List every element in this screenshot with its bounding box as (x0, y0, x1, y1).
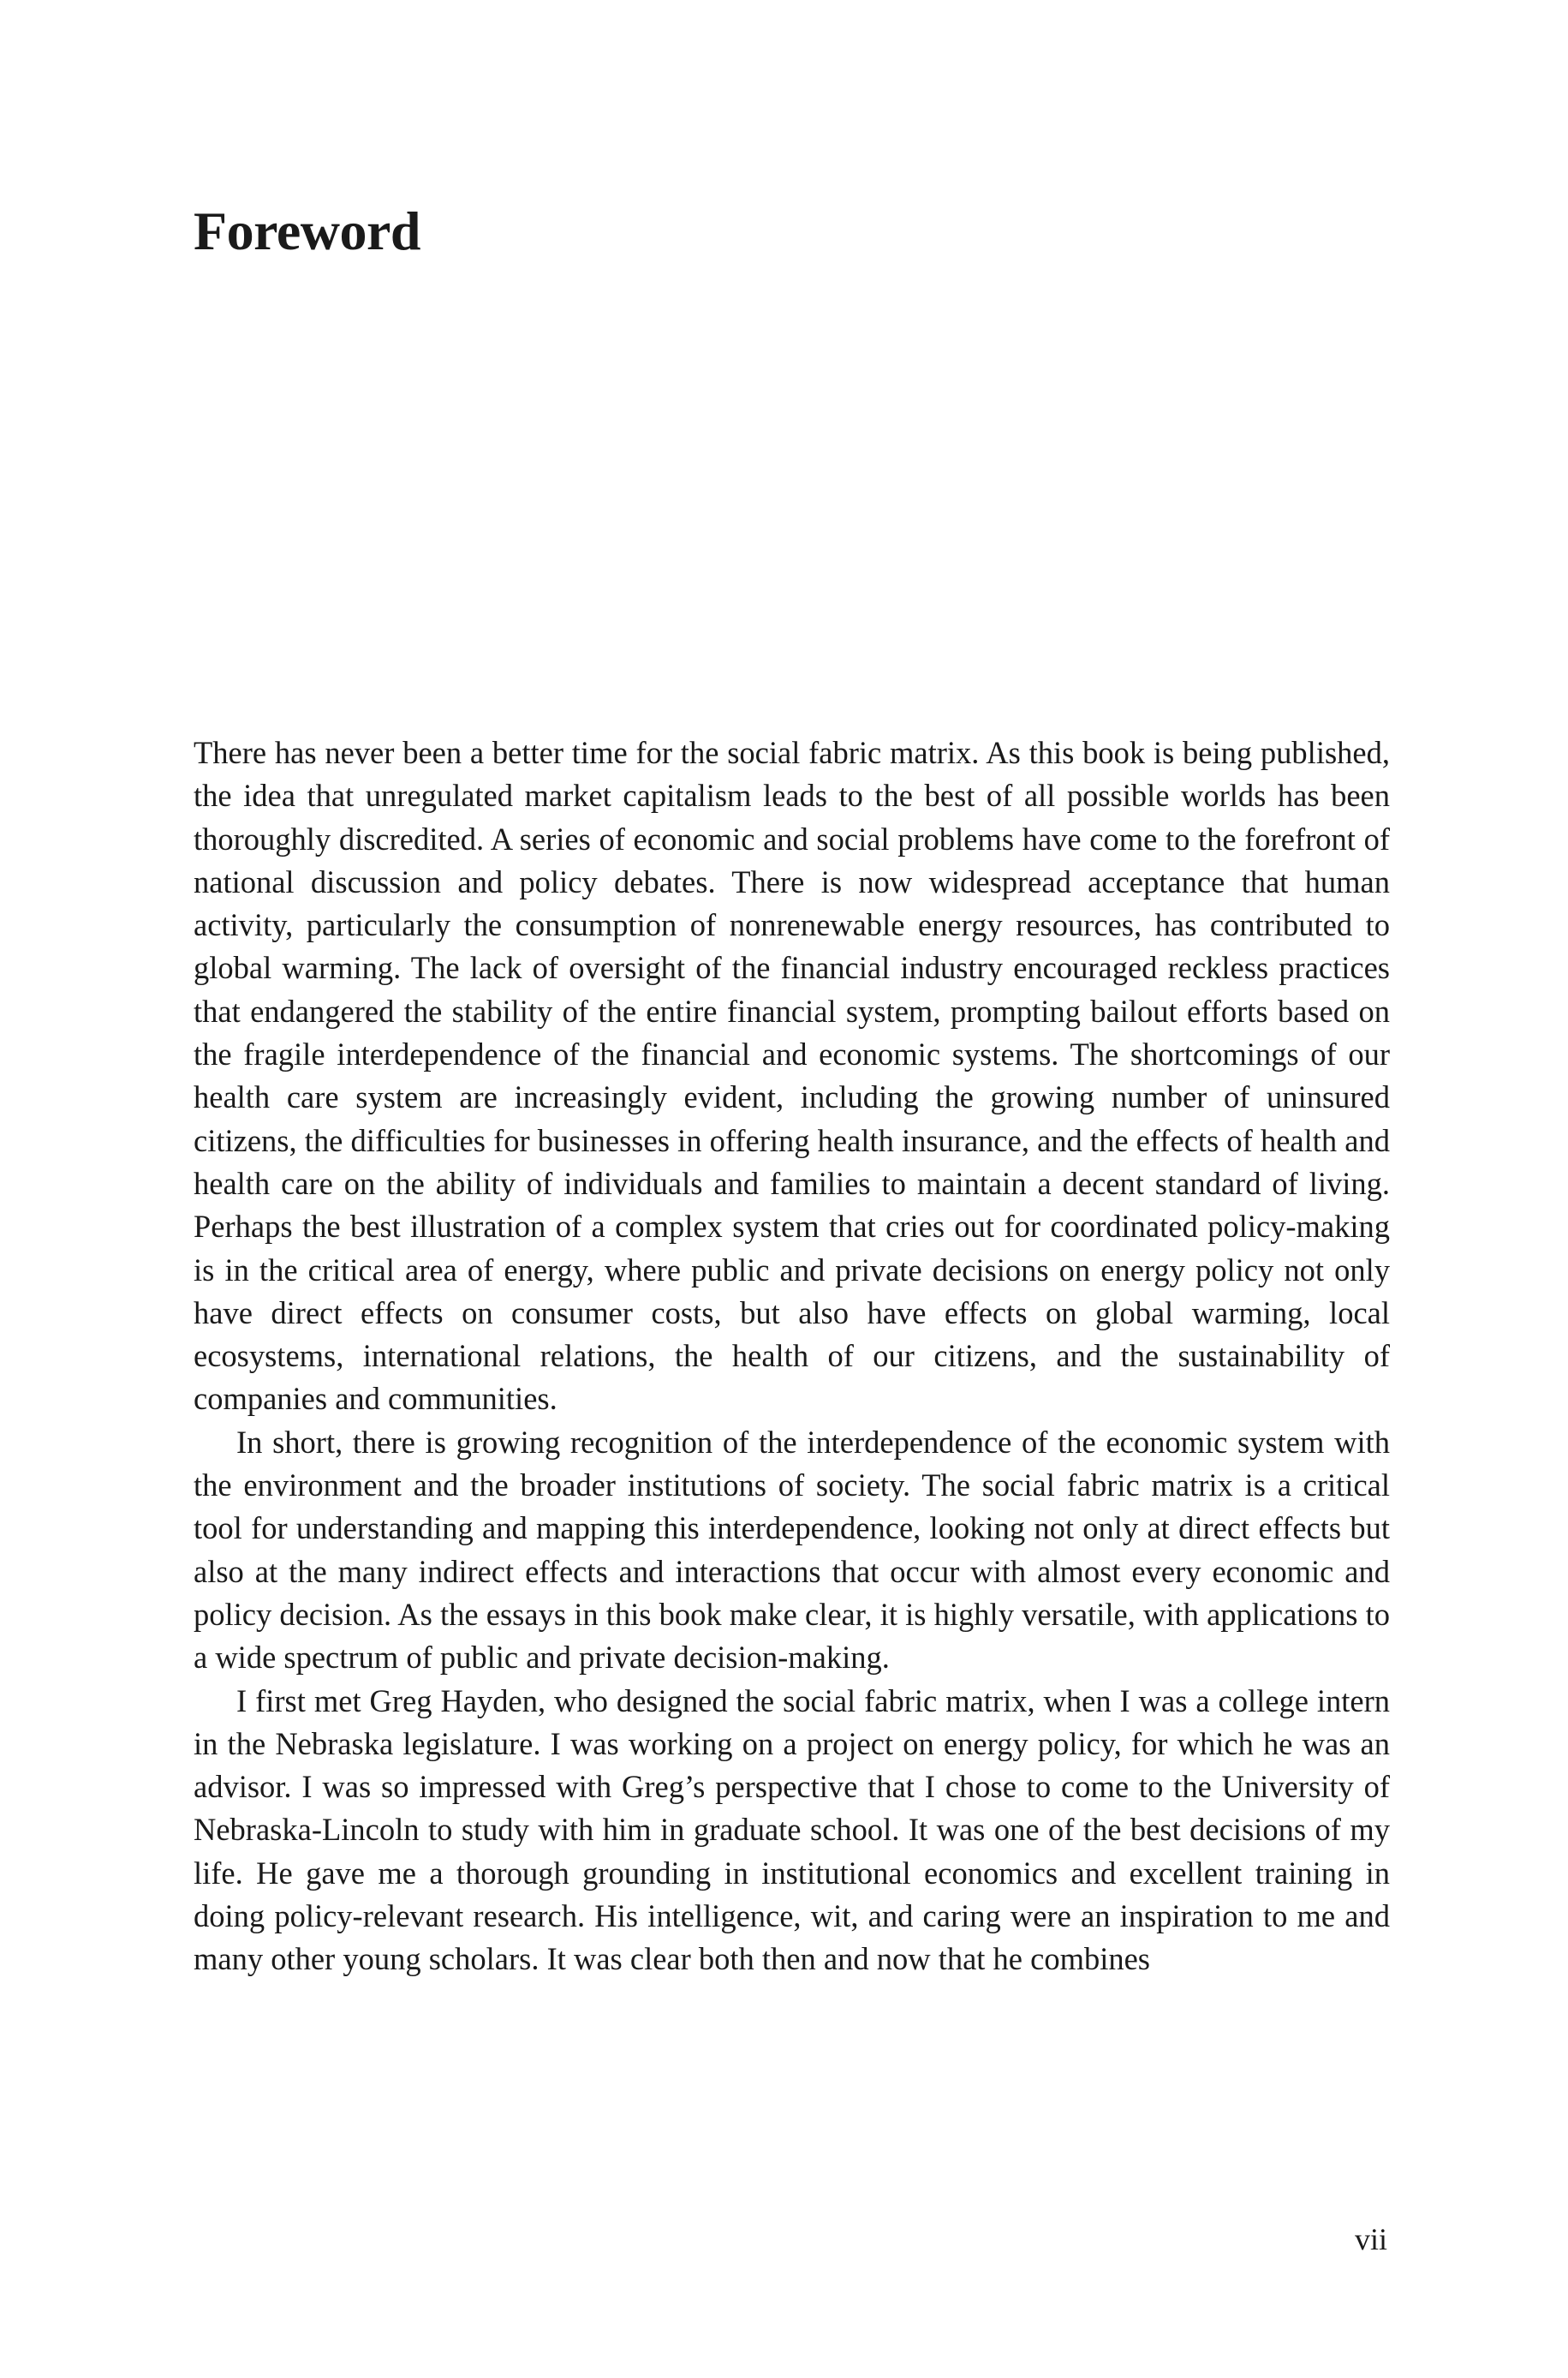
page-number: vii (1354, 2222, 1387, 2256)
chapter-heading: Foreword (194, 200, 420, 261)
body-text (194, 732, 1390, 1981)
paragraph-3: I first met Greg Hayden, who designed the social fabric matrix, when I was a college intern in the Nebraska legislature. I was working on a project on energy policy, for which he was an advisor. I was so impressed with Greg’s perspective that I chose to come to the University of Nebraska-Lincoln to study with him in graduate school. It was one of the best decisions of my life. He gave me a thorough grounding in institutional economics and excellent training in doing policy-relevant research. His intelligence, wit, and caring were an inspiration to me and many other young scholars. It was clear both then and now that he combines (194, 1682, 1390, 1977)
paragraph-1: There has never been a better time for the social fabric matrix. As this book is being published, the idea that unregulated market capitalism leads to the best of all possible worlds has been thoroughly discredited. A series of economic and social problems have come to the forefront of national discussion and policy debates. There is now widespread acceptance that human activity, particularly the consumption of nonrenewable energy resources, has contributed to global warming. The lack of oversight of the financial industry encouraged reckless practices that endangered the stability of the entire financial system, prompting bailout efforts based on the fragile interdependence of the financial and economic systems. The shortcomings of our health care system are increasingly evident, including the growing number of uninsured citizens, the difficulties for businesses in offering health insurance, and the effects of health and health care on the ability of individuals and families to maintain a decent standard of living. Perhaps the best illustration of a complex system that cries out for coordinated policy-making is in the critical area of energy, where public and private decisions on energy policy not only have direct effects on consumer costs, but also have effects on global warming, local ecosystems, international relations, the health of our citizens, and the sustainability of companies and communities. (194, 735, 1390, 1417)
paragraph-2: In short, there is growing recognition of the interdependence of the economic system with the environment and the broader institutions of society. The social fabric matrix is a critical tool for understanding and mapping this interdependence, looking not only at direct effects but also at the many indirect effects and interactions that occur with almost every economic and policy decision. As the essays in this book make clear, it is highly versatile, with applications to a wide spectrum of public and private decision-making. (194, 1424, 1390, 1676)
